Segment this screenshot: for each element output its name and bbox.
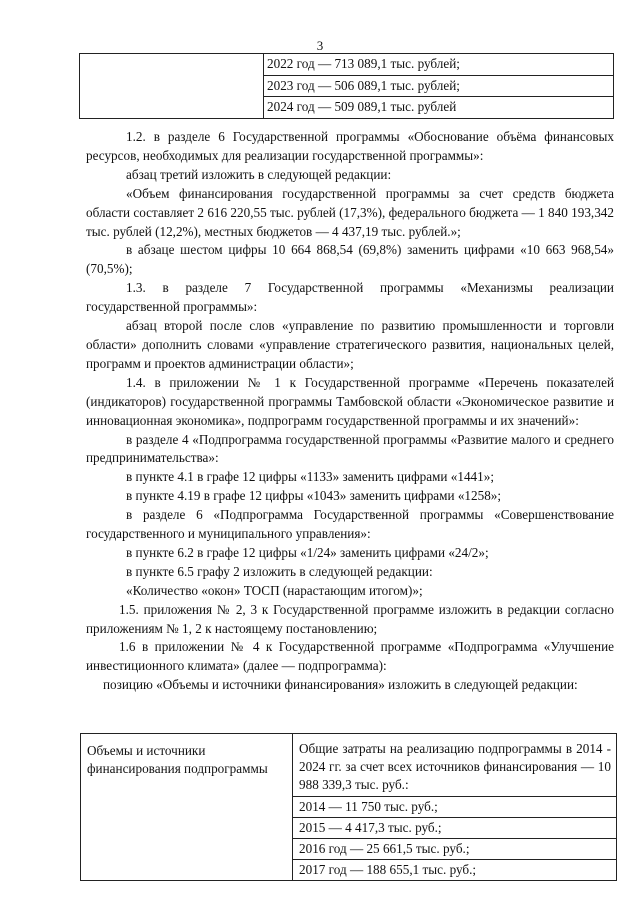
paragraph: в абзаце шестом цифры 10 664 868,54 (69,8%) заменить цифрами «10 663 968,54» (70,5%);	[86, 242, 614, 277]
paragraph: в пункте 4.19 в графе 12 цифры «1043» заменить цифрами «1258»;	[126, 488, 502, 504]
table-line: 2022 год — 713 089,1 тыс. рублей;	[264, 54, 613, 76]
paragraph: в разделе 4 «Подпрограмма государственной программы «Развитие малого и среднего предпринимательства»:	[86, 431, 614, 466]
paragraph: 1.6 в приложении № 4 к Государственной программе «Подпрограмма «Улучшение инвестиционного климата» (далее — подпрограмма):	[86, 639, 614, 674]
subprogram-funding-table	[80, 733, 617, 881]
document-body	[86, 128, 614, 695]
funding-continuation-table	[79, 53, 614, 119]
paragraph: в пункте 4.1 в графе 12 цифры «1133» заменить цифрами «1441»;	[126, 469, 494, 485]
paragraph: позицию «Объемы и источники финансирования» изложить в следующей редакции:	[103, 677, 578, 693]
paragraph: 1.5. приложения № 2, 3 к Государственной программе изложить в редакции согласно приложениям № 1, 2 к настоящему постановлению;	[86, 601, 614, 636]
paragraph: «Количество «окон» ТОСП (нарастающим итогом)»;	[126, 582, 423, 598]
paragraph: в разделе 6 «Подпрограмма Государственной программы «Совершенствование государственного и муниципального управления»:	[86, 507, 614, 542]
table-line: 2024 год — 509 089,1 тыс. рублей	[267, 99, 457, 114]
paragraph: абзац третий изложить в следующей редакции:	[126, 166, 392, 182]
funding-year-line: 2016 год — 25 661,5 тыс. руб.;	[293, 839, 616, 860]
paragraph: «Объем финансирования государственной программы за счет средств бюджета области составляет 2 616 220,55 тыс. рублей (17,3%), федерального бюджета — 1 840 193,342 тыс. рублей (12,2%), местных бюджетов — 4 437,19 тыс. рублей.»;	[86, 185, 614, 239]
paragraph: в пункте 6.5 графу 2 изложить в следующей редакции:	[126, 563, 433, 579]
table-line: 2023 год — 506 089,1 тыс. рублей;	[264, 76, 613, 98]
funding-year-line: 2014 — 11 750 тыс. руб.;	[293, 797, 616, 818]
funding-year-line: 2017 год — 188 655,1 тыс. руб.;	[299, 862, 477, 877]
paragraph: абзац второй после слов «управление по развитию промышленности и торговли области» дополнить словами «управление стратегического развития, национальных целей, программ и проектов администрации области»;	[86, 318, 614, 371]
paragraph: 1.2. в разделе 6 Государственной программы «Обоснование объёма финансовых ресурсов, необходимых для реализации государственной программы»:	[86, 129, 614, 163]
funding-values-cell	[293, 734, 617, 881]
table-right-cell	[264, 54, 614, 119]
paragraph: в пункте 6.2 в графе 12 цифры «1/24» заменить цифрами «24/2»;	[126, 544, 489, 560]
paragraph: 1.4. в приложении № 1 к Государственной программе «Перечень показателей (индикаторов) государственной программы Тамбовской области «Экономическое развитие и инновационная экономика», подпрограмм государственной программы и их значений»:	[86, 374, 614, 428]
funding-label-cell: Объемы и источники финансирования подпрограммы	[81, 734, 293, 881]
page-number: 3	[316, 38, 324, 53]
funding-year-line: 2015 — 4 417,3 тыс. руб.;	[293, 818, 616, 839]
paragraph: 1.3. в разделе 7 Государственной программы «Механизмы реализации государственной программы»:	[86, 280, 614, 315]
funding-total-text: Общие затраты на реализацию подпрограммы в 2014 - 2024 гг. за счет всех источников финансирования — 10 988 339,3 тыс. руб.:	[293, 734, 616, 797]
table-left-cell	[80, 54, 264, 119]
